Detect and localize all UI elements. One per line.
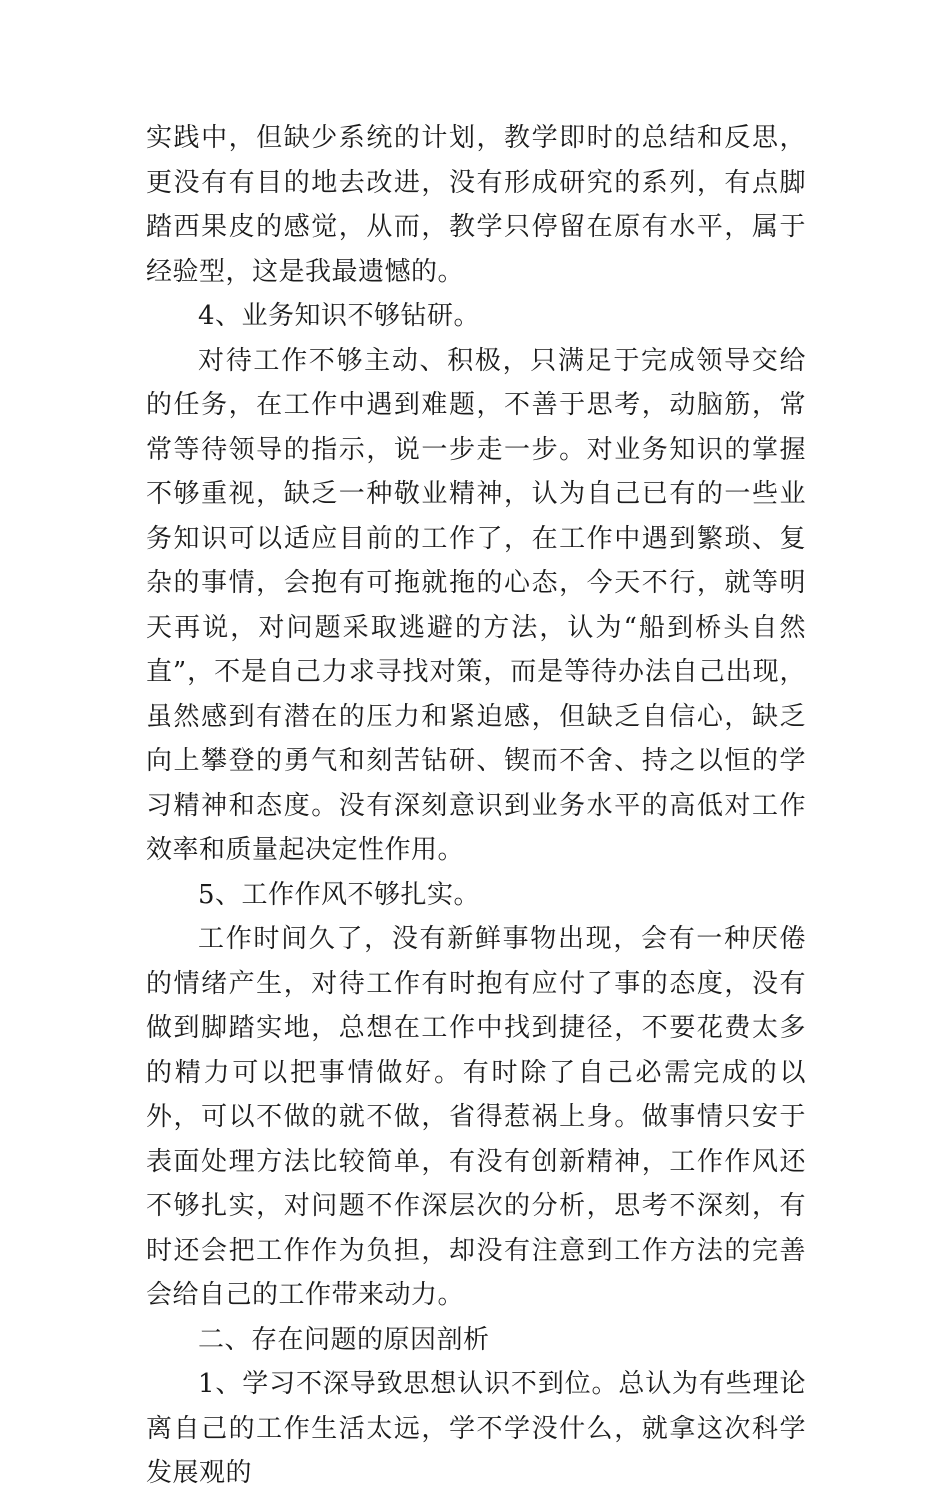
section-heading-cause-analysis: 二、存在问题的原因剖析 (198, 1324, 490, 1355)
paragraph-work-style: 工作时间久了，没有新鲜事物出现，会有一种厌倦的情绪产生，对待工作有时抱有应付了事的态度，没有做到脚踏实地，总想在工作中找到捷径，不要花费太多的精力可以把事情做好。有时除了自己必需完成的以外，可以不做的就不做，省得惹祸上身。做事情只安于表面处理方法比较简单，有没有创新精神，工作作风还不够扎实，对问题不作深层次的分析，思考不深刻，有时还会把工作作为负担，却没有注意到工作方法的完善会给自己的工作带来动力。 (146, 924, 806, 1310)
section-heading-5: 5、工作作风不够扎实。 (198, 879, 481, 910)
paragraph-continued: 实践中，但缺少系统的计划，教学即时的总结和反思，更没有有目的地去改进，没有形成研究的系列，有点脚踏西果皮的感觉，从而，教学只停留在原有水平，属于经验型，这是我最遗憾的。 (146, 123, 806, 287)
paragraph-study-depth: 1、学习不深导致思想认识不到位。总认为有些理论离自己的工作生活太远，学不学没什么，就拿这次科学发展观的 (146, 1369, 806, 1488)
paragraph-business-knowledge: 对待工作不够主动、积极，只满足于完成领导交给的任务，在工作中遇到难题，不善于思考，动脑筋，常常等待领导的指示，说一步走一步。对业务知识的掌握不够重视，缺乏一种敬业精神，认为自己已有的一些业务知识可以适应目前的工作了，在工作中遇到繁琐、复杂的事情，会抱有可拖就拖的心态，今天不行，就等明天再说，对问题采取逃避的方法，认为“船到桥头自然直”，不是自己力求寻找对策，而是等待办法自己出现，虽然感到有潜在的压力和紧迫感，但缺乏自信心，缺乏向上攀登的勇气和刻苦钻研、锲而不舍、持之以恒的学习精神和态度。没有深刻意识到业务水平的高低对工作效率和质量起决定性作用。 (146, 345, 806, 865)
document-body (146, 116, 806, 1496)
section-heading-4: 4、业务知识不够钻研。 (198, 301, 481, 331)
